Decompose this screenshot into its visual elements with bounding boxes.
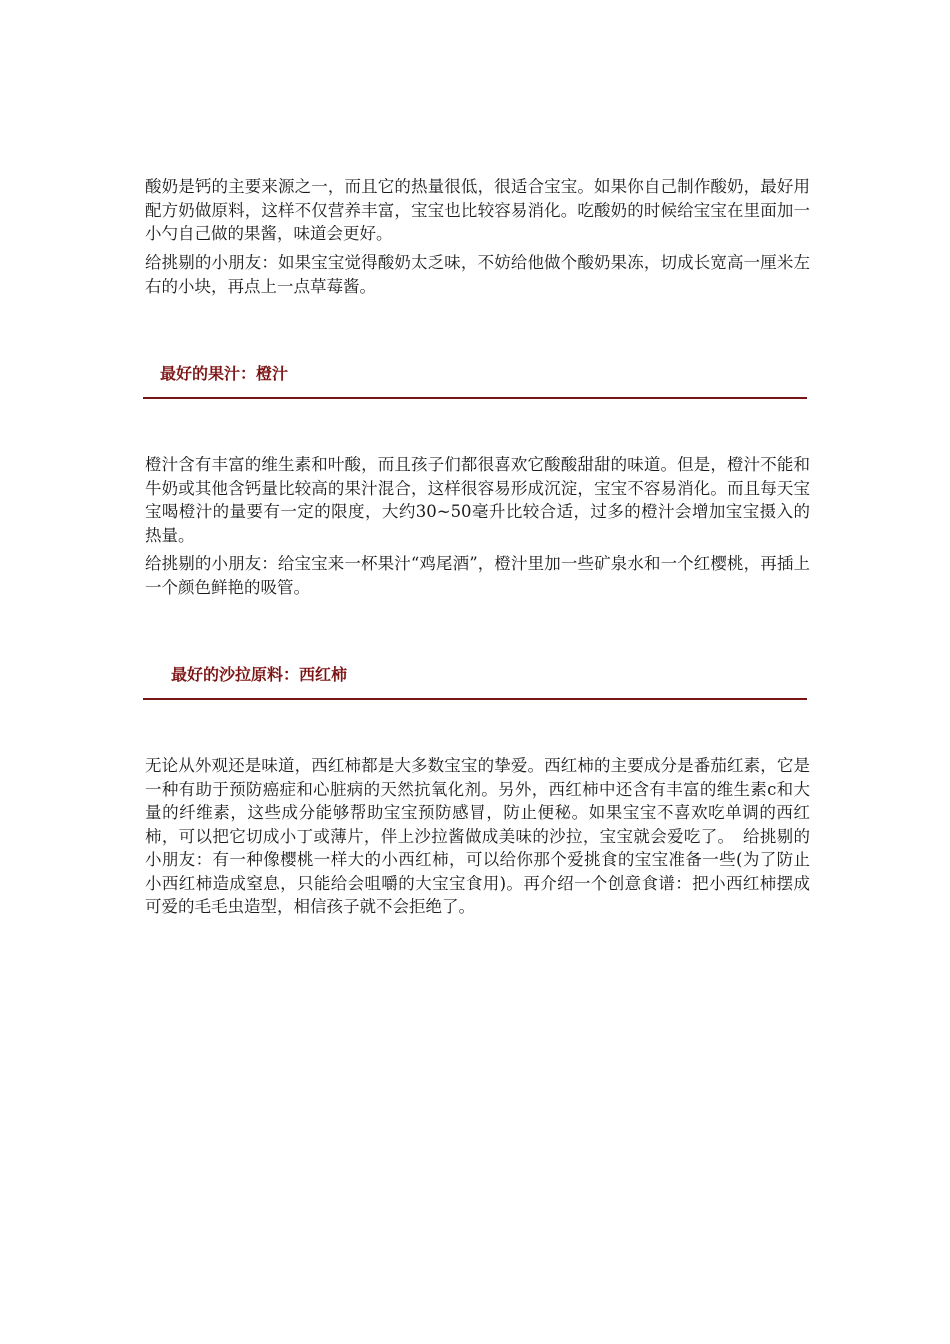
salad-heading: 最好的沙拉原料：西红柿 — [171, 665, 348, 684]
salad-heading-rule — [143, 698, 807, 700]
juice-heading: 最好的果汁：橙汁 — [160, 364, 289, 383]
juice-heading-rule — [143, 397, 807, 399]
yogurt-paragraph: 酸奶是钙的主要来源之一，而且它的热量很低，很适合宝宝。如果你自己制作酸奶，最好用配方奶做原料，这样不仅营养丰富，宝宝也比较容易消化。吃酸奶的时候给宝宝在里面加一小勺自己做的果酱，味道会更好。 — [145, 177, 810, 243]
salad-paragraph: 无论从外观还是味道，西红柿都是大多数宝宝的挚爱。西红柿的主要成分是番茄红素，它是一种有助于预防癌症和心脏病的天然抗氧化剂。另外，西红柿中还含有丰富的维生素c和大量的纤维素，这些成分能够帮助宝宝预防感冒，防止便秘。如果宝宝不喜欢吃单调的西红柿，可以把它切成小丁或薄片，伴上沙拉酱做成美味的沙拉，宝宝就会爱吃了。 给挑剔的小朋友：有一种像樱桃一样大的小西红柿，可以给你那个爱挑食的宝宝准备一些(为了防止小西红柿造成窒息，只能给会咀嚼的大宝宝食用)。再介绍一个创意食谱：把小西红柿摆成可爱的毛毛虫造型，相信孩子就不会拒绝了。 — [145, 756, 810, 916]
juice-paragraph: 橙汁含有丰富的维生素和叶酸，而且孩子们都很喜欢它酸酸甜甜的味道。但是，橙汁不能和牛奶或其他含钙量比较高的果汁混合，这样很容易形成沉淀，宝宝不容易消化。而且每天宝宝喝橙汁的量要有一定的限度，大约30~50毫升比较合适，过多的橙汁会增加宝宝摄入的热量。 — [145, 455, 810, 545]
juice-picky-tip: 给挑剔的小朋友：给宝宝来一杯果汁“鸡尾酒”，橙汁里加一些矿泉水和一个红樱桃，再插上一个颜色鲜艳的吸管。 — [145, 554, 810, 597]
yogurt-picky-tip: 给挑剔的小朋友：如果宝宝觉得酸奶太乏味，不妨给他做个酸奶果冻，切成长宽高一厘米左右的小块，再点上一点草莓酱。 — [145, 253, 810, 296]
